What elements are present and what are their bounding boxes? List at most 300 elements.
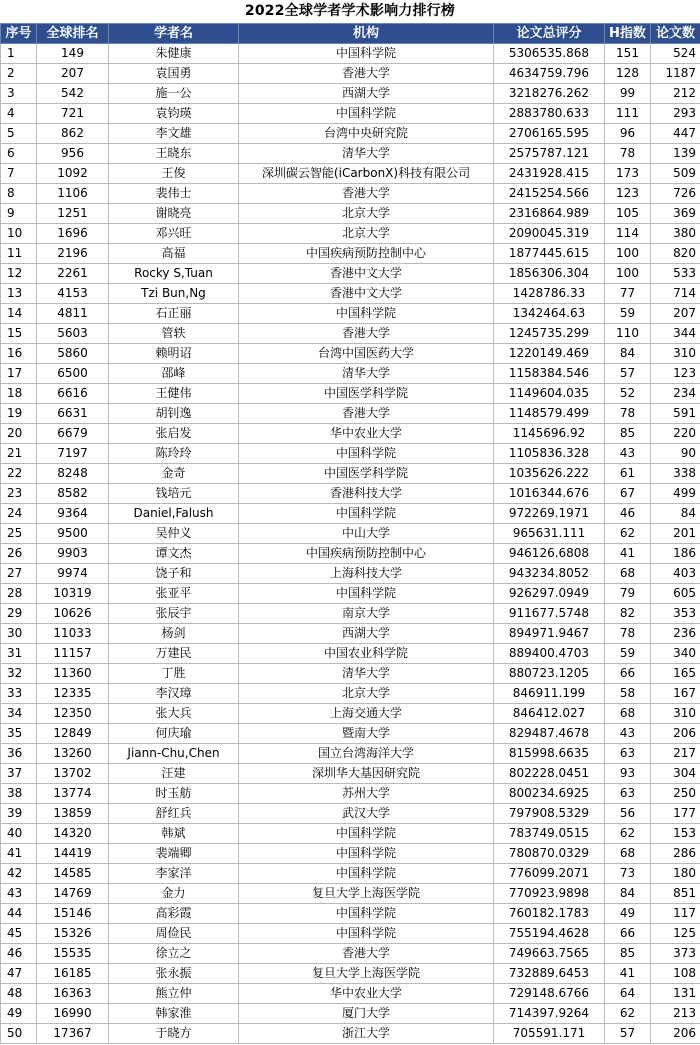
cell-paper-count: 403 xyxy=(651,564,700,584)
cell-index: 35 xyxy=(1,724,37,744)
cell-global-rank: 8248 xyxy=(37,464,109,484)
cell-scholar-name: 李文雄 xyxy=(109,124,239,144)
cell-scholar-name: Jiann-Chu,Chen xyxy=(109,744,239,764)
cell-scholar-name: 熊立仲 xyxy=(109,984,239,1004)
cell-index: 15 xyxy=(1,324,37,344)
cell-h-index: 43 xyxy=(605,724,651,744)
table-row xyxy=(1,624,700,644)
table-row xyxy=(1,64,700,84)
cell-global-rank: 11033 xyxy=(37,624,109,644)
table-row xyxy=(1,364,700,384)
cell-index: 4 xyxy=(1,104,37,124)
cell-scholar-name: 王俊 xyxy=(109,164,239,184)
cell-institution: 复旦大学上海医学院 xyxy=(239,964,494,984)
cell-scholar-name: Tzi Bun,Ng xyxy=(109,284,239,304)
cell-total-score: 749663.7565 xyxy=(494,944,605,964)
cell-paper-count: 591 xyxy=(651,404,700,424)
cell-scholar-name: 时玉舫 xyxy=(109,784,239,804)
cell-institution: 武汉大学 xyxy=(239,804,494,824)
cell-paper-count: 533 xyxy=(651,264,700,284)
ranking-table xyxy=(0,23,700,1044)
cell-total-score: 705591.171 xyxy=(494,1024,605,1044)
cell-h-index: 68 xyxy=(605,564,651,584)
cell-index: 8 xyxy=(1,184,37,204)
cell-index: 17 xyxy=(1,364,37,384)
cell-total-score: 1877445.615 xyxy=(494,244,605,264)
table-row xyxy=(1,484,700,504)
cell-h-index: 79 xyxy=(605,584,651,604)
header-institution: 机构 xyxy=(239,24,494,44)
cell-global-rank: 15146 xyxy=(37,904,109,924)
cell-global-rank: 6631 xyxy=(37,404,109,424)
table-row xyxy=(1,584,700,604)
cell-paper-count: 820 xyxy=(651,244,700,264)
cell-global-rank: 16990 xyxy=(37,1004,109,1024)
cell-paper-count: 84 xyxy=(651,504,700,524)
cell-h-index: 62 xyxy=(605,524,651,544)
header-paper-count: 论文数 xyxy=(651,24,700,44)
cell-total-score: 815998.6635 xyxy=(494,744,605,764)
cell-global-rank: 1251 xyxy=(37,204,109,224)
cell-scholar-name: 金力 xyxy=(109,884,239,904)
cell-total-score: 802228.0451 xyxy=(494,764,605,784)
cell-global-rank: 11157 xyxy=(37,644,109,664)
cell-institution: 南京大学 xyxy=(239,604,494,624)
cell-paper-count: 213 xyxy=(651,1004,700,1024)
table-row xyxy=(1,824,700,844)
cell-institution: 中国科学院 xyxy=(239,444,494,464)
cell-paper-count: 304 xyxy=(651,764,700,784)
cell-h-index: 41 xyxy=(605,544,651,564)
cell-total-score: 829487.4678 xyxy=(494,724,605,744)
cell-h-index: 68 xyxy=(605,844,651,864)
cell-scholar-name: 李家洋 xyxy=(109,864,239,884)
cell-global-rank: 207 xyxy=(37,64,109,84)
cell-index: 20 xyxy=(1,424,37,444)
cell-institution: 中国医学科学院 xyxy=(239,464,494,484)
cell-index: 11 xyxy=(1,244,37,264)
cell-global-rank: 4153 xyxy=(37,284,109,304)
cell-institution: 香港中文大学 xyxy=(239,284,494,304)
cell-h-index: 57 xyxy=(605,364,651,384)
cell-index: 31 xyxy=(1,644,37,664)
cell-scholar-name: 袁钧瑛 xyxy=(109,104,239,124)
cell-scholar-name: 钱培元 xyxy=(109,484,239,504)
cell-index: 21 xyxy=(1,444,37,464)
cell-total-score: 1220149.469 xyxy=(494,344,605,364)
table-row xyxy=(1,1004,700,1024)
table-row xyxy=(1,384,700,404)
cell-global-rank: 16185 xyxy=(37,964,109,984)
cell-h-index: 85 xyxy=(605,424,651,444)
cell-institution: 暨南大学 xyxy=(239,724,494,744)
cell-index: 48 xyxy=(1,984,37,1004)
header-global-rank: 全球排名 xyxy=(37,24,109,44)
cell-h-index: 66 xyxy=(605,664,651,684)
header-index: 序号 xyxy=(1,24,37,44)
cell-scholar-name: 饶子和 xyxy=(109,564,239,584)
cell-paper-count: 123 xyxy=(651,364,700,384)
cell-h-index: 151 xyxy=(605,44,651,64)
cell-scholar-name: 丁胜 xyxy=(109,664,239,684)
cell-total-score: 729148.6766 xyxy=(494,984,605,1004)
table-row xyxy=(1,904,700,924)
cell-paper-count: 605 xyxy=(651,584,700,604)
cell-h-index: 105 xyxy=(605,204,651,224)
cell-h-index: 52 xyxy=(605,384,651,404)
table-row xyxy=(1,264,700,284)
cell-h-index: 66 xyxy=(605,924,651,944)
table-row xyxy=(1,84,700,104)
cell-paper-count: 851 xyxy=(651,884,700,904)
cell-scholar-name: Daniel,Falush xyxy=(109,504,239,524)
cell-scholar-name: 王健伟 xyxy=(109,384,239,404)
header-total-score: 论文总评分 xyxy=(494,24,605,44)
cell-total-score: 797908.5329 xyxy=(494,804,605,824)
cell-paper-count: 212 xyxy=(651,84,700,104)
table-row xyxy=(1,804,700,824)
cell-paper-count: 338 xyxy=(651,464,700,484)
cell-paper-count: 217 xyxy=(651,744,700,764)
cell-global-rank: 14419 xyxy=(37,844,109,864)
cell-paper-count: 509 xyxy=(651,164,700,184)
cell-scholar-name: 谢晓亮 xyxy=(109,204,239,224)
cell-total-score: 2575787.121 xyxy=(494,144,605,164)
cell-global-rank: 13774 xyxy=(37,784,109,804)
cell-scholar-name: 汪建 xyxy=(109,764,239,784)
cell-h-index: 93 xyxy=(605,764,651,784)
cell-institution: 复旦大学上海医学院 xyxy=(239,884,494,904)
cell-total-score: 1035626.222 xyxy=(494,464,605,484)
cell-global-rank: 1696 xyxy=(37,224,109,244)
cell-global-rank: 12849 xyxy=(37,724,109,744)
cell-total-score: 1428786.33 xyxy=(494,284,605,304)
cell-institution: 北京大学 xyxy=(239,224,494,244)
table-row xyxy=(1,764,700,784)
cell-scholar-name: 石正丽 xyxy=(109,304,239,324)
cell-total-score: 2316864.989 xyxy=(494,204,605,224)
cell-index: 43 xyxy=(1,884,37,904)
cell-h-index: 96 xyxy=(605,124,651,144)
cell-h-index: 77 xyxy=(605,284,651,304)
cell-institution: 中国疾病预防控制中心 xyxy=(239,244,494,264)
cell-institution: 中国农业科学院 xyxy=(239,644,494,664)
cell-h-index: 46 xyxy=(605,504,651,524)
table-body xyxy=(1,44,700,1044)
table-row xyxy=(1,344,700,364)
cell-institution: 中国科学院 xyxy=(239,104,494,124)
cell-global-rank: 16363 xyxy=(37,984,109,1004)
cell-paper-count: 447 xyxy=(651,124,700,144)
cell-total-score: 2706165.595 xyxy=(494,124,605,144)
cell-h-index: 110 xyxy=(605,324,651,344)
cell-global-rank: 14585 xyxy=(37,864,109,884)
cell-global-rank: 8582 xyxy=(37,484,109,504)
cell-global-rank: 12335 xyxy=(37,684,109,704)
cell-institution: 台湾中国医药大学 xyxy=(239,344,494,364)
cell-institution: 中国科学院 xyxy=(239,504,494,524)
table-row xyxy=(1,224,700,244)
cell-h-index: 78 xyxy=(605,144,651,164)
cell-institution: 香港中文大学 xyxy=(239,264,494,284)
cell-index: 29 xyxy=(1,604,37,624)
cell-total-score: 780870.0329 xyxy=(494,844,605,864)
table-row xyxy=(1,164,700,184)
cell-scholar-name: 李汉璋 xyxy=(109,684,239,704)
cell-total-score: 1145696.92 xyxy=(494,424,605,444)
cell-index: 38 xyxy=(1,784,37,804)
cell-scholar-name: 张辰宇 xyxy=(109,604,239,624)
cell-scholar-name: 张大兵 xyxy=(109,704,239,724)
cell-institution: 浙江大学 xyxy=(239,1024,494,1044)
table-row xyxy=(1,144,700,164)
cell-paper-count: 250 xyxy=(651,784,700,804)
cell-total-score: 1856306.304 xyxy=(494,264,605,284)
cell-institution: 北京大学 xyxy=(239,204,494,224)
cell-paper-count: 234 xyxy=(651,384,700,404)
cell-paper-count: 108 xyxy=(651,964,700,984)
cell-paper-count: 380 xyxy=(651,224,700,244)
cell-index: 37 xyxy=(1,764,37,784)
cell-total-score: 965631.111 xyxy=(494,524,605,544)
cell-global-rank: 15535 xyxy=(37,944,109,964)
cell-scholar-name: 周俭民 xyxy=(109,924,239,944)
cell-institution: 深圳碳云智能(iCarbonX)科技有限公司 xyxy=(239,164,494,184)
table-row xyxy=(1,544,700,564)
cell-global-rank: 721 xyxy=(37,104,109,124)
cell-paper-count: 90 xyxy=(651,444,700,464)
table-row xyxy=(1,424,700,444)
table-row xyxy=(1,604,700,624)
table-row xyxy=(1,324,700,344)
cell-global-rank: 1106 xyxy=(37,184,109,204)
table-row xyxy=(1,244,700,264)
table-row xyxy=(1,844,700,864)
cell-h-index: 99 xyxy=(605,84,651,104)
cell-index: 12 xyxy=(1,264,37,284)
header-h-index: H指数 xyxy=(605,24,651,44)
cell-index: 22 xyxy=(1,464,37,484)
cell-total-score: 1149604.035 xyxy=(494,384,605,404)
cell-scholar-name: 王晓东 xyxy=(109,144,239,164)
cell-scholar-name: 袁国勇 xyxy=(109,64,239,84)
table-row xyxy=(1,104,700,124)
cell-institution: 中国科学院 xyxy=(239,44,494,64)
cell-h-index: 56 xyxy=(605,804,651,824)
cell-institution: 西湖大学 xyxy=(239,624,494,644)
cell-index: 42 xyxy=(1,864,37,884)
cell-index: 24 xyxy=(1,504,37,524)
cell-scholar-name: 胡钊逸 xyxy=(109,404,239,424)
cell-institution: 厦门大学 xyxy=(239,1004,494,1024)
cell-global-rank: 15326 xyxy=(37,924,109,944)
cell-paper-count: 206 xyxy=(651,1024,700,1044)
cell-paper-count: 499 xyxy=(651,484,700,504)
cell-paper-count: 344 xyxy=(651,324,700,344)
cell-index: 50 xyxy=(1,1024,37,1044)
cell-paper-count: 139 xyxy=(651,144,700,164)
cell-global-rank: 956 xyxy=(37,144,109,164)
cell-scholar-name: 徐立之 xyxy=(109,944,239,964)
cell-institution: 香港大学 xyxy=(239,404,494,424)
cell-paper-count: 714 xyxy=(651,284,700,304)
cell-h-index: 100 xyxy=(605,244,651,264)
cell-scholar-name: 高彩霞 xyxy=(109,904,239,924)
cell-global-rank: 9364 xyxy=(37,504,109,524)
cell-paper-count: 131 xyxy=(651,984,700,1004)
cell-institution: 中国医学科学院 xyxy=(239,384,494,404)
cell-index: 32 xyxy=(1,664,37,684)
table-row xyxy=(1,504,700,524)
table-row xyxy=(1,644,700,664)
cell-institution: 香港大学 xyxy=(239,64,494,84)
cell-scholar-name: 韩斌 xyxy=(109,824,239,844)
table-row xyxy=(1,204,700,224)
cell-total-score: 846412.027 xyxy=(494,704,605,724)
cell-h-index: 57 xyxy=(605,1024,651,1044)
cell-scholar-name: 裴端卿 xyxy=(109,844,239,864)
cell-h-index: 63 xyxy=(605,784,651,804)
cell-total-score: 943234.8052 xyxy=(494,564,605,584)
cell-scholar-name: 邓兴旺 xyxy=(109,224,239,244)
cell-total-score: 1105836.328 xyxy=(494,444,605,464)
cell-total-score: 714397.9264 xyxy=(494,1004,605,1024)
cell-index: 39 xyxy=(1,804,37,824)
cell-institution: 中国科学院 xyxy=(239,824,494,844)
cell-global-rank: 17367 xyxy=(37,1024,109,1044)
table-row xyxy=(1,564,700,584)
cell-h-index: 49 xyxy=(605,904,651,924)
cell-index: 41 xyxy=(1,844,37,864)
cell-h-index: 62 xyxy=(605,824,651,844)
header-scholar-name: 学者名 xyxy=(109,24,239,44)
cell-global-rank: 6679 xyxy=(37,424,109,444)
cell-total-score: 760182.1783 xyxy=(494,904,605,924)
cell-institution: 清华大学 xyxy=(239,144,494,164)
cell-index: 45 xyxy=(1,924,37,944)
cell-total-score: 2415254.566 xyxy=(494,184,605,204)
table-row xyxy=(1,724,700,744)
cell-scholar-name: 谭文杰 xyxy=(109,544,239,564)
cell-index: 1 xyxy=(1,44,37,64)
cell-h-index: 78 xyxy=(605,404,651,424)
cell-global-rank: 10319 xyxy=(37,584,109,604)
cell-global-rank: 2196 xyxy=(37,244,109,264)
cell-institution: 香港大学 xyxy=(239,184,494,204)
cell-index: 2 xyxy=(1,64,37,84)
cell-index: 16 xyxy=(1,344,37,364)
cell-total-score: 894971.9467 xyxy=(494,624,605,644)
cell-scholar-name: 裴伟士 xyxy=(109,184,239,204)
cell-scholar-name: 何庆瑜 xyxy=(109,724,239,744)
cell-index: 3 xyxy=(1,84,37,104)
cell-scholar-name: 朱健康 xyxy=(109,44,239,64)
cell-h-index: 41 xyxy=(605,964,651,984)
cell-institution: 上海交通大学 xyxy=(239,704,494,724)
cell-global-rank: 1092 xyxy=(37,164,109,184)
cell-global-rank: 5603 xyxy=(37,324,109,344)
cell-index: 47 xyxy=(1,964,37,984)
cell-total-score: 770923.9898 xyxy=(494,884,605,904)
table-row xyxy=(1,444,700,464)
cell-scholar-name: 高福 xyxy=(109,244,239,264)
cell-scholar-name: 舒红兵 xyxy=(109,804,239,824)
cell-global-rank: 149 xyxy=(37,44,109,64)
cell-total-score: 1158384.546 xyxy=(494,364,605,384)
table-row xyxy=(1,524,700,544)
table-row xyxy=(1,784,700,804)
table-row xyxy=(1,864,700,884)
cell-h-index: 59 xyxy=(605,304,651,324)
cell-index: 28 xyxy=(1,584,37,604)
cell-global-rank: 13260 xyxy=(37,744,109,764)
cell-institution: 中国科学院 xyxy=(239,584,494,604)
cell-global-rank: 10626 xyxy=(37,604,109,624)
cell-paper-count: 373 xyxy=(651,944,700,964)
table-row xyxy=(1,184,700,204)
cell-paper-count: 207 xyxy=(651,304,700,324)
cell-total-score: 972269.1971 xyxy=(494,504,605,524)
table-row xyxy=(1,684,700,704)
cell-h-index: 84 xyxy=(605,884,651,904)
header-row xyxy=(1,24,700,44)
cell-institution: 中国科学院 xyxy=(239,844,494,864)
cell-scholar-name: 万建民 xyxy=(109,644,239,664)
cell-paper-count: 340 xyxy=(651,644,700,664)
cell-index: 46 xyxy=(1,944,37,964)
cell-global-rank: 2261 xyxy=(37,264,109,284)
cell-paper-count: 236 xyxy=(651,624,700,644)
cell-total-score: 880723.1205 xyxy=(494,664,605,684)
cell-institution: 中国科学院 xyxy=(239,304,494,324)
cell-institution: 台湾中央研究院 xyxy=(239,124,494,144)
cell-global-rank: 862 xyxy=(37,124,109,144)
cell-scholar-name: 张永振 xyxy=(109,964,239,984)
cell-total-score: 2431928.415 xyxy=(494,164,605,184)
cell-paper-count: 293 xyxy=(651,104,700,124)
cell-scholar-name: 赖明诏 xyxy=(109,344,239,364)
cell-index: 40 xyxy=(1,824,37,844)
cell-institution: 中国疾病预防控制中心 xyxy=(239,544,494,564)
table-row xyxy=(1,44,700,64)
cell-index: 25 xyxy=(1,524,37,544)
cell-global-rank: 9903 xyxy=(37,544,109,564)
cell-total-score: 1148579.499 xyxy=(494,404,605,424)
cell-institution: 香港大学 xyxy=(239,944,494,964)
cell-index: 18 xyxy=(1,384,37,404)
cell-h-index: 59 xyxy=(605,644,651,664)
cell-index: 23 xyxy=(1,484,37,504)
cell-h-index: 67 xyxy=(605,484,651,504)
cell-institution: 中国科学院 xyxy=(239,864,494,884)
cell-paper-count: 726 xyxy=(651,184,700,204)
cell-index: 36 xyxy=(1,744,37,764)
cell-h-index: 85 xyxy=(605,944,651,964)
cell-total-score: 755194.4628 xyxy=(494,924,605,944)
cell-h-index: 58 xyxy=(605,684,651,704)
cell-h-index: 43 xyxy=(605,444,651,464)
cell-institution: 上海科技大学 xyxy=(239,564,494,584)
cell-scholar-name: 张启发 xyxy=(109,424,239,444)
cell-scholar-name: 韩家淮 xyxy=(109,1004,239,1024)
cell-global-rank: 5860 xyxy=(37,344,109,364)
cell-total-score: 889400.4703 xyxy=(494,644,605,664)
cell-paper-count: 180 xyxy=(651,864,700,884)
table-row xyxy=(1,664,700,684)
table-row xyxy=(1,464,700,484)
cell-paper-count: 125 xyxy=(651,924,700,944)
cell-scholar-name: 金奇 xyxy=(109,464,239,484)
